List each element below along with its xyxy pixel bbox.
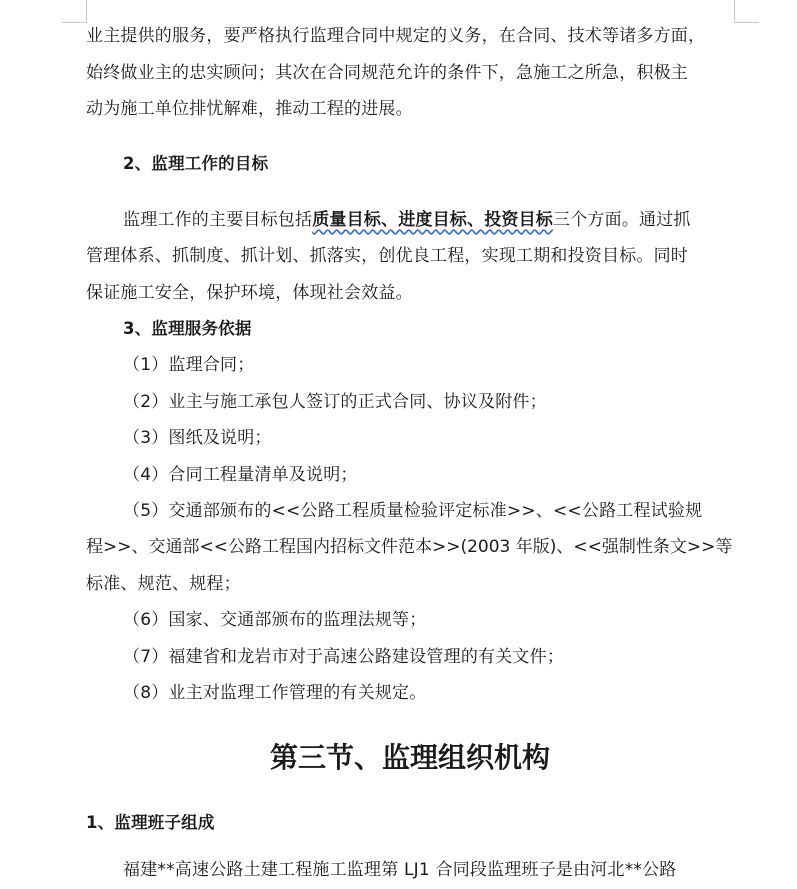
basis-item-7: （7）福建省和龙岩市对于高速公路建设管理的有关文件； bbox=[123, 647, 565, 667]
intro-line-3: 动为施工单位排忧解难，推动工程的进展。 bbox=[86, 99, 413, 119]
basis-heading: 3、监理服务依据 bbox=[123, 319, 252, 338]
basis-item-3: （3）图纸及说明； bbox=[123, 428, 272, 448]
goal-targets: 质量目标、进度目标、投资目标 bbox=[312, 210, 554, 230]
goal-line-1-post: 三个方面。通过抓 bbox=[553, 210, 691, 230]
basis-item-4: （4）合同工程量清单及说明； bbox=[123, 465, 358, 485]
basis-item-8: （8）业主对监理工作管理的有关规定。 bbox=[123, 683, 427, 703]
basis-item-6: （6）国家、交通部颁布的监理法规等； bbox=[123, 610, 427, 630]
goal-line-3: 保证施工安全，保护环境，体现社会效益。 bbox=[86, 283, 413, 303]
goal-line-1-pre: 监理工作的主要目标包括 bbox=[123, 210, 313, 230]
basis-item-5-line-2: 程>>、交通部<<公路工程国内招标文件范本>>(2003 年版)、<<强制性条文>>等 bbox=[86, 537, 733, 557]
intro-line-2: 始终做业主的忠实顾问；其次在合同规范允许的条件下，急施工之所急，积极主 bbox=[86, 63, 688, 83]
basis-item-5-line-3: 标准、规范、规程； bbox=[86, 574, 241, 594]
basis-item-5-line-1: （5）交通部颁布的<<公路工程质量检验评定标准>>、<<公路工程试验规 bbox=[123, 501, 703, 521]
basis-item-1: （1）监理合同； bbox=[123, 355, 255, 375]
goal-line-1 bbox=[123, 202, 783, 239]
basis-item-2: （2）业主与施工承包人签订的正式合同、协议及附件； bbox=[123, 392, 547, 412]
intro-line-1: 业主提供的服务，要严格执行监理合同中规定的义务，在合同、技术等诸多方面， bbox=[86, 26, 706, 46]
team-line-1: 福建**高速公路土建工程施工监理第 LJ1 合同段监理班子是由河北**公路 bbox=[123, 860, 677, 880]
goal-line-2: 管理体系、抓制度、抓计划、抓落实，创优良工程，实现工期和投资目标。同时 bbox=[86, 246, 688, 266]
section-title: 第三节、监理组织机构 bbox=[269, 741, 550, 774]
goal-heading: 2、监理工作的目标 bbox=[123, 154, 269, 173]
page-corner-mark-left bbox=[62, 0, 87, 23]
team-heading: 1、监理班子组成 bbox=[86, 813, 215, 832]
